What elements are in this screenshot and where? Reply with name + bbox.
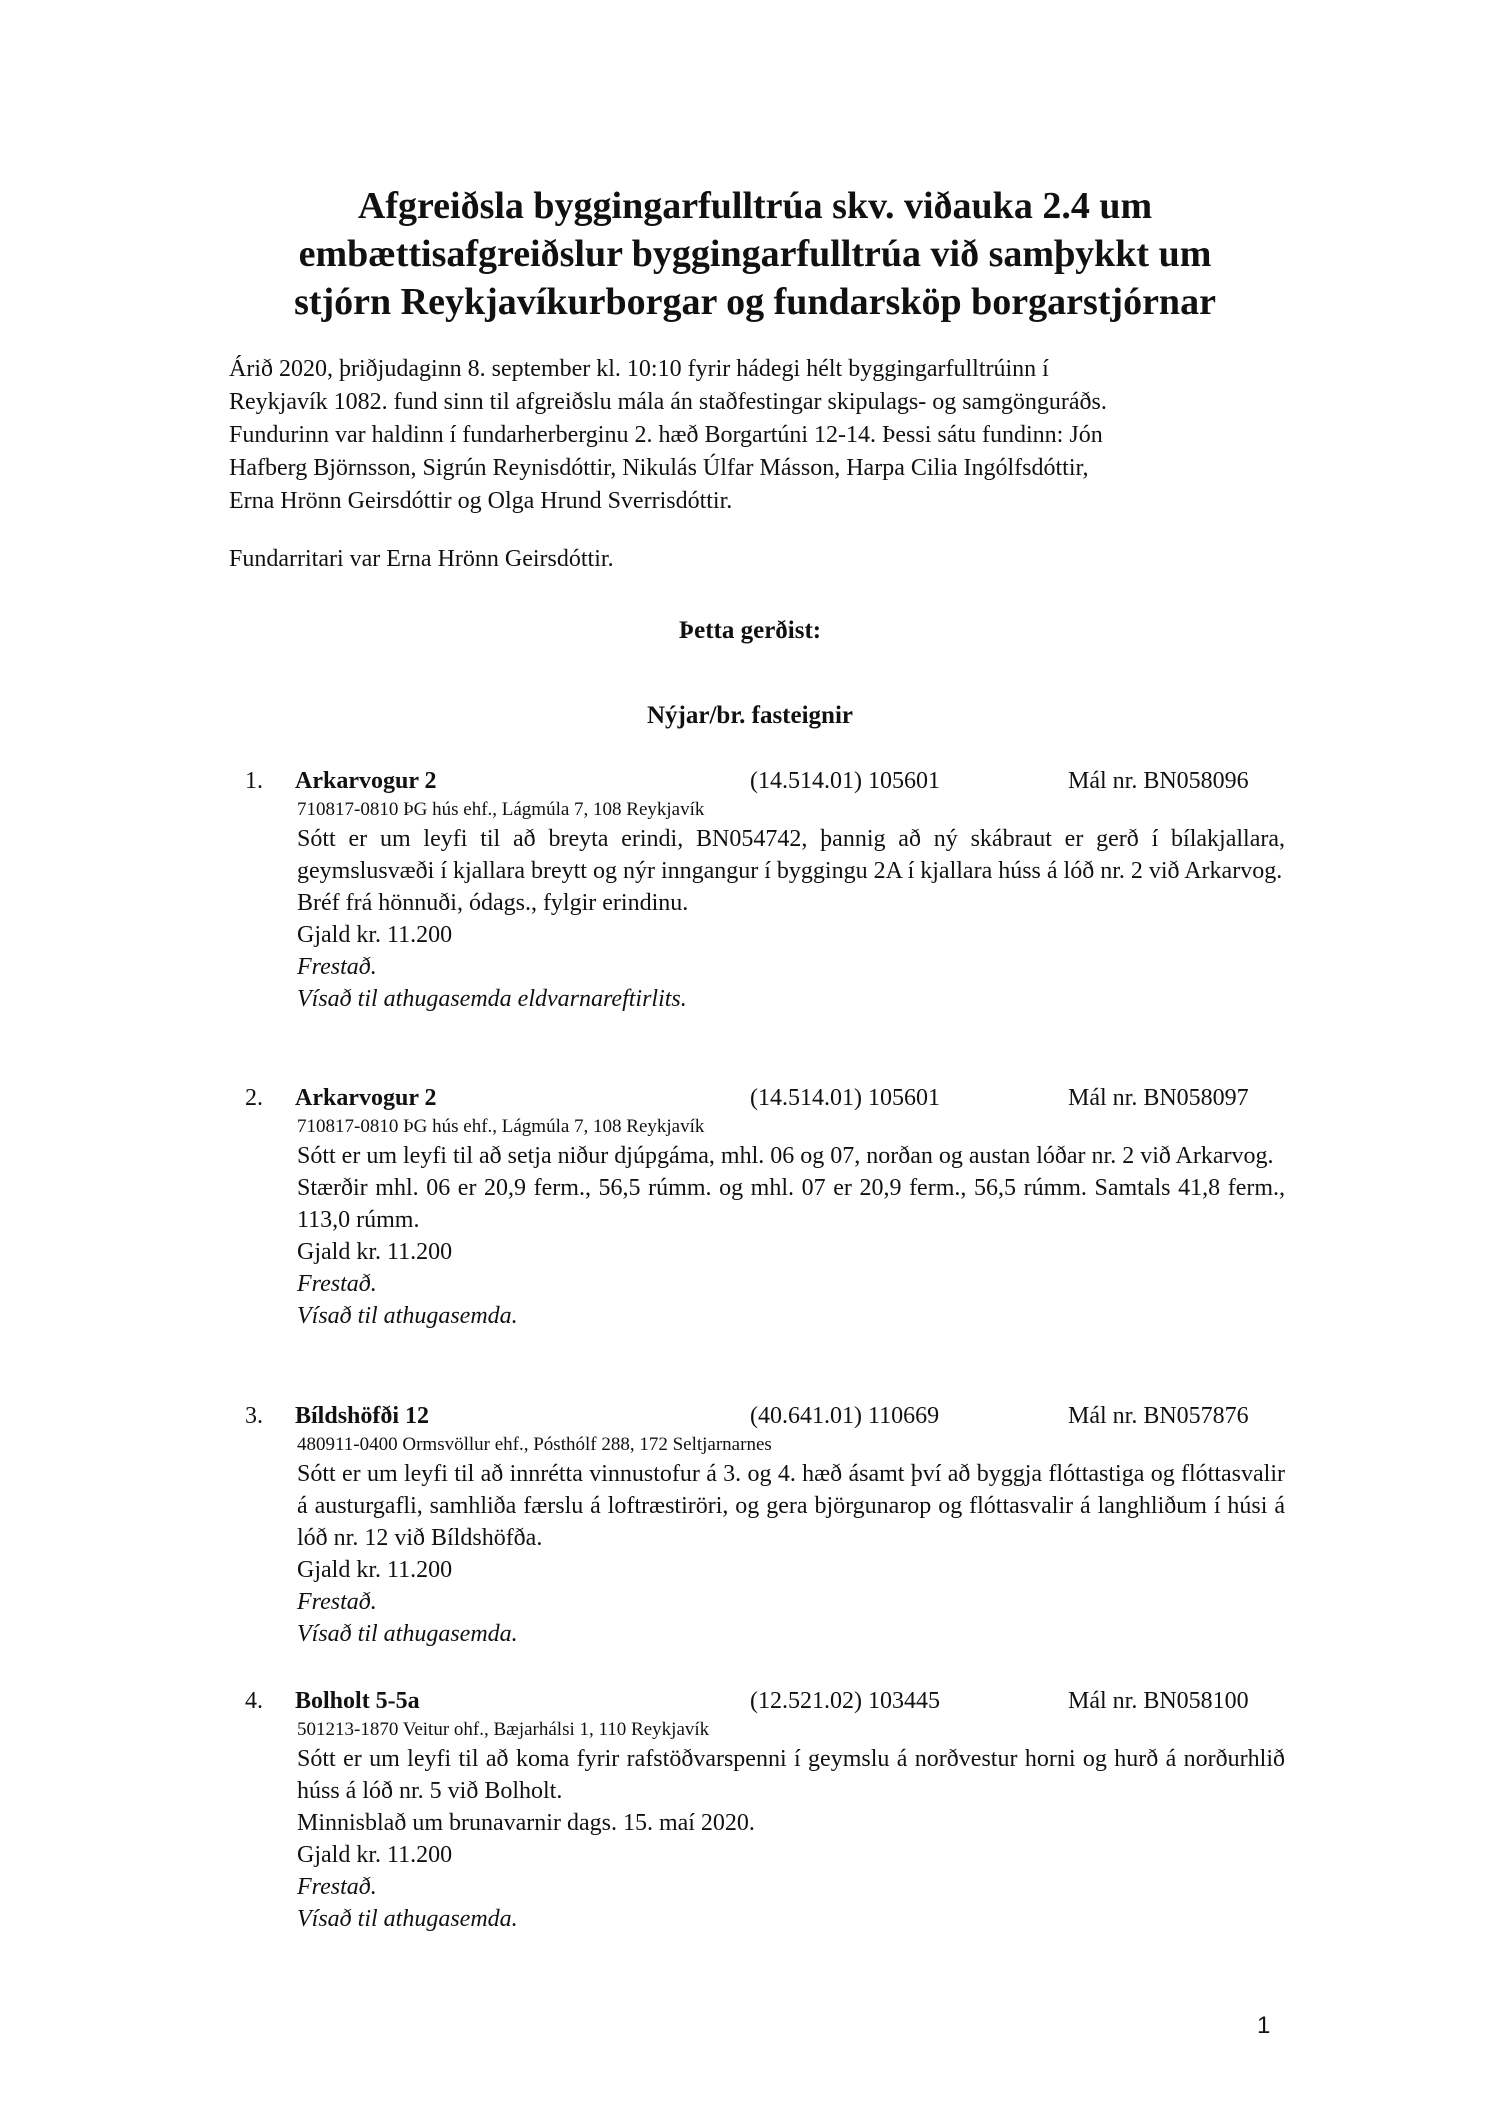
case-land-id: (14.514.01) 105601 — [750, 1085, 940, 1111]
case-id: Mál nr. BN058100 — [1068, 1688, 1249, 1714]
case-status: Frestað. — [297, 1589, 377, 1615]
case-number: 2. — [245, 1085, 263, 1111]
case-description: Sótt er um leyfi til að innrétta vinnustofur á 3. og 4. hæð ásamt því að byggja flóttastiga og flóttasvalir á austurgafli, samhliða færslu á loftræstiröri, og gera björgunarop og flóttasvalir á langhliðum í húsi á lóð nr. 12 við Bíldshöfða. — [297, 1461, 1285, 1551]
case-applicant: 710817-0810 ÞG hús ehf., Lágmúla 7, 108 Reykjavík — [297, 799, 705, 820]
case-fee: Gjald kr. 11.200 — [297, 1239, 453, 1265]
case-description: Sótt er um leyfi til að koma fyrir rafstöðvarspenni í geymslu á norðvestur horni og hurð á norðurhlið húss á lóð nr. 5 við Bolholt. — [297, 1746, 1285, 1804]
case-fee: Gjald kr. 11.200 — [297, 1557, 453, 1583]
case-address: Bolholt 5-5a — [295, 1688, 420, 1714]
section-heading: Þetta gerðist: — [678, 617, 822, 644]
case-id: Mál nr. BN057876 — [1068, 1403, 1249, 1429]
case-land-id: (12.521.02) 103445 — [750, 1688, 940, 1714]
case-body — [297, 1114, 1285, 1332]
intro-line: Fundurinn var haldinn í fundarherberginu 2. hæð Borgartúni 12-14. Þessi sátu fundinn: Jón — [229, 422, 1103, 448]
intro-line: Erna Hrönn Geirsdóttir og Olga Hrund Sverrisdóttir. — [229, 488, 733, 514]
case-address: Arkarvogur 2 — [295, 1085, 437, 1111]
title-line: stjórn Reykjavíkurborgar og fundarsköp borgarstjórnar — [294, 281, 1216, 323]
case-applicant: 501213-1870 Veitur ohf., Bæjarhálsi 1, 110 Reykjavík — [297, 1719, 710, 1740]
page-number: 1 — [1257, 2012, 1271, 2039]
case-referral: Vísað til athugasemda. — [297, 1303, 518, 1329]
case-land-id: (14.514.01) 105601 — [750, 768, 940, 794]
intro-line: Hafberg Björnsson, Sigrún Reynisdóttir, Nikulás Úlfar Másson, Harpa Cilia Ingólfsdóttir, — [229, 455, 1089, 481]
case-referral: Vísað til athugasemda. — [297, 1906, 518, 1932]
case-note: Stærðir mhl. 06 er 20,9 ferm., 56,5 rúmm. og mhl. 07 er 20,9 ferm., 56,5 rúmm. Samtals 41,8 ferm., 113,0 rúmm. — [297, 1175, 1285, 1233]
case-status: Frestað. — [297, 1874, 377, 1900]
title-line: Afgreiðsla byggingarfulltrúa skv. viðauka 2.4 um — [357, 185, 1153, 227]
case-body — [297, 1432, 1285, 1650]
intro-line: Reykjavík 1082. fund sinn til afgreiðslu mála án staðfestingar skipulags- og samgönguráðs. — [229, 389, 1107, 415]
case-header — [245, 765, 1285, 797]
case-fee: Gjald kr. 11.200 — [297, 1842, 453, 1868]
case-item — [245, 1685, 1285, 1935]
case-header — [245, 1082, 1285, 1114]
case-address: Bíldshöfði 12 — [295, 1403, 430, 1429]
title-line: embættisafgreiðslur byggingarfulltrúa við samþykkt um — [298, 233, 1212, 275]
case-number: 4. — [245, 1688, 263, 1714]
case-header — [245, 1400, 1285, 1432]
case-referral: Vísað til athugasemda. — [297, 1621, 518, 1647]
case-status: Frestað. — [297, 1271, 377, 1297]
case-land-id: (40.641.01) 110669 — [750, 1403, 940, 1429]
case-note: Bréf frá hönnuði, ódags., fylgir erindinu. — [297, 890, 689, 916]
case-note: Minnisblað um brunavarnir dags. 15. maí 2020. — [297, 1810, 755, 1836]
intro-paragraph — [229, 353, 1289, 518]
case-description: Sótt er um leyfi til að breyta erindi, BN054742, þannig að ný skábraut er gerð í bílakjallara, geymslusvæði í kjallara breytt og nýr inngangur í byggingu 2A í kjallara húss á lóð nr. 2 við Arkarvog. — [297, 826, 1285, 884]
case-description: Sótt er um leyfi til að setja niður djúpgáma, mhl. 06 og 07, norðan og austan lóðar nr. 2 við Arkarvog. — [297, 1143, 1274, 1169]
case-item — [245, 1082, 1285, 1332]
case-body — [297, 797, 1285, 1015]
case-address: Arkarvogur 2 — [295, 768, 437, 794]
case-applicant: 710817-0810 ÞG hús ehf., Lágmúla 7, 108 Reykjavík — [297, 1116, 705, 1137]
case-id: Mál nr. BN058096 — [1068, 768, 1249, 794]
case-item — [245, 765, 1285, 1015]
case-fee: Gjald kr. 11.200 — [297, 922, 453, 948]
case-id: Mál nr. BN058097 — [1068, 1085, 1249, 1111]
case-number: 3. — [245, 1403, 263, 1429]
case-header — [245, 1685, 1285, 1717]
case-status: Frestað. — [297, 954, 377, 980]
case-item — [245, 1400, 1285, 1650]
document-title — [230, 182, 1280, 326]
intro-line: Árið 2020, þriðjudaginn 8. september kl. 10:10 fyrir hádegi hélt byggingarfulltrúinn í — [229, 356, 1049, 382]
subsection-heading: Nýjar/br. fasteignir — [647, 702, 853, 729]
secretary-line: Fundarritari var Erna Hrönn Geirsdóttir. — [229, 546, 614, 572]
case-referral: Vísað til athugasemda eldvarnareftirlits. — [297, 986, 687, 1012]
case-applicant: 480911-0400 Ormsvöllur ehf., Pósthólf 288, 172 Seltjarnarnes — [297, 1434, 772, 1455]
case-number: 1. — [245, 768, 263, 794]
case-body — [297, 1717, 1285, 1935]
